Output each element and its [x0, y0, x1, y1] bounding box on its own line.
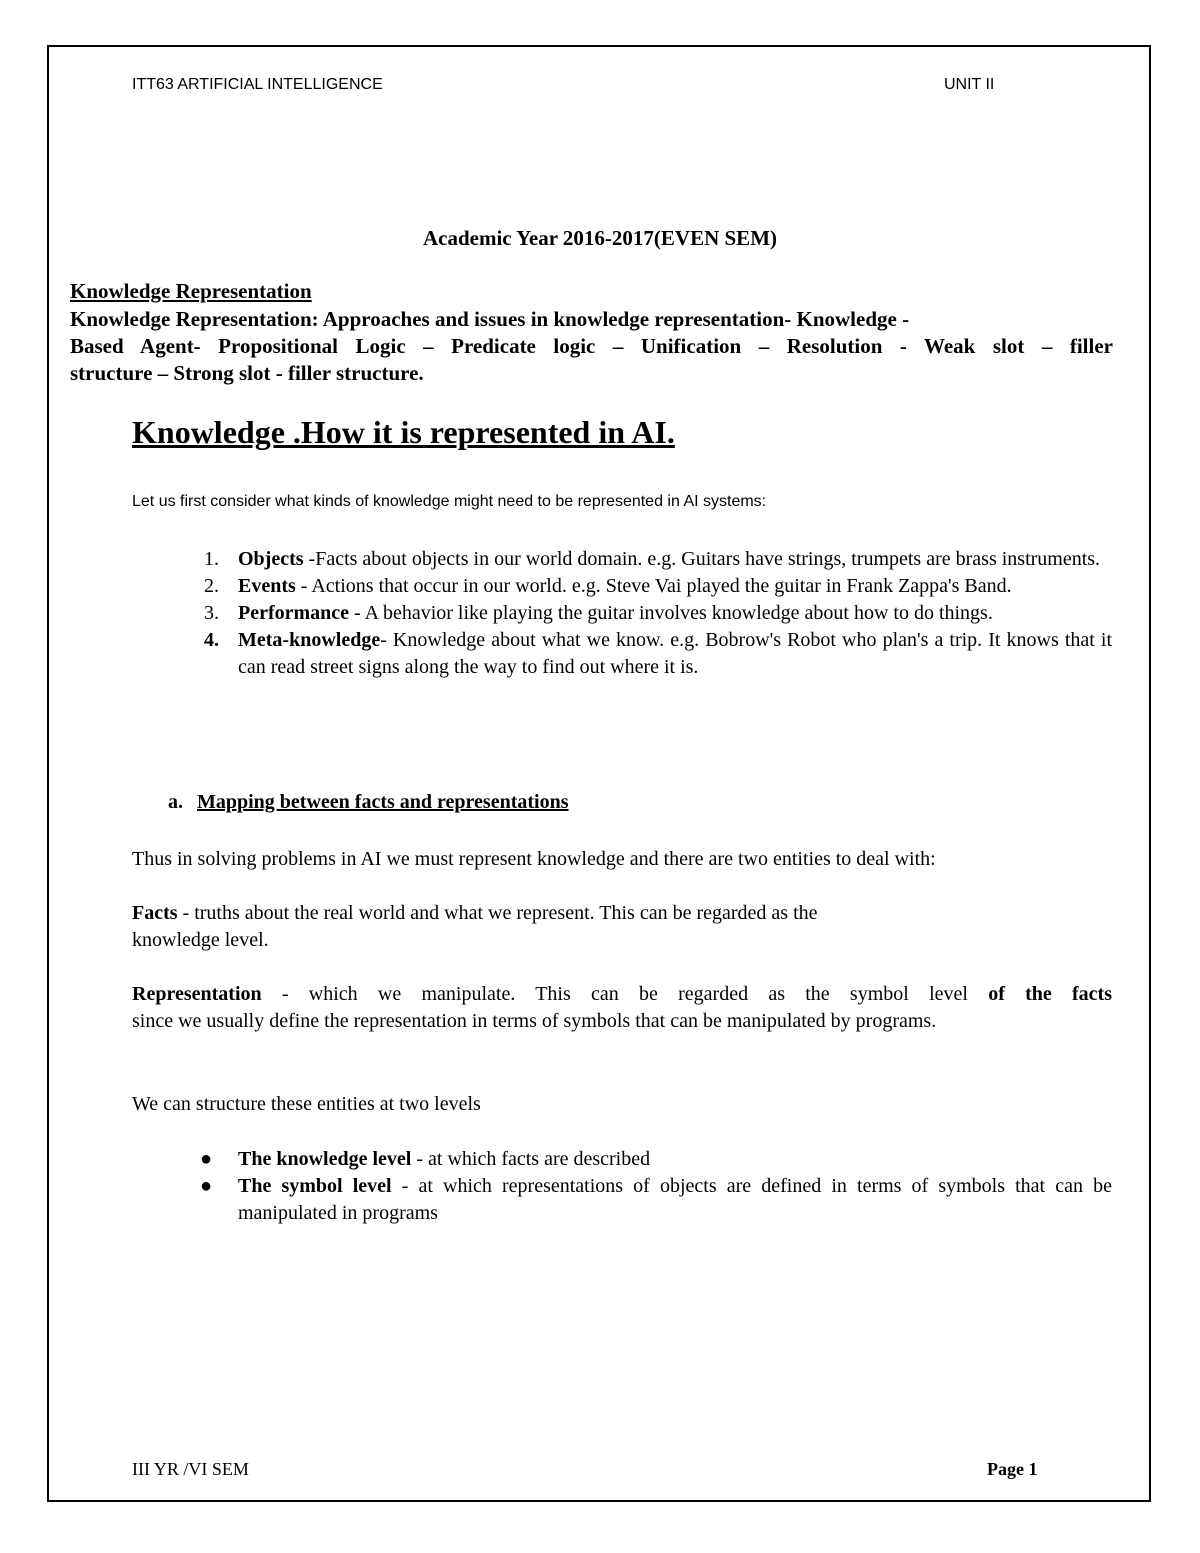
level-term: The knowledge level — [238, 1148, 412, 1170]
list-number: 3. — [204, 602, 219, 624]
unit-description-line-3: structure – Strong slot - filler structure. — [70, 361, 424, 385]
page-border — [47, 45, 1151, 1502]
facts-text-2: knowledge level. — [132, 929, 269, 951]
section-label: a. — [168, 791, 183, 813]
list-item — [204, 600, 1112, 627]
list-item — [200, 1146, 1112, 1173]
section-heading — [168, 791, 568, 814]
list-term: Meta-knowledge — [238, 629, 381, 651]
facts-term: Facts — [132, 902, 178, 924]
footer-semester: III YR /VI SEM — [132, 1459, 249, 1479]
list-number: 2. — [204, 575, 219, 597]
list-number: 4. — [204, 629, 219, 651]
levels-list — [200, 1146, 1112, 1227]
list-term: Events — [238, 575, 296, 597]
facts-text: - truths about the real world and what we represent. This can be regarded as the — [177, 902, 818, 924]
representation-text-1: - which we manipulate. This can be regarded as the symbol level — [261, 983, 989, 1005]
unit-description — [70, 306, 1113, 387]
bullet-icon: ● — [200, 1148, 213, 1170]
footer-page-number: Page 1 — [987, 1459, 1038, 1479]
representation-term: Representation — [132, 983, 262, 1005]
representation-text-2: since we usually define the representation in terms of symbols that can be manipulated by programs. — [132, 1010, 937, 1032]
list-item — [200, 1173, 1112, 1227]
list-item — [204, 627, 1112, 681]
list-item — [204, 573, 1112, 600]
main-heading: Knowledge .How it is represented in AI. — [132, 414, 675, 450]
section-title: Mapping between facts and representations — [197, 791, 569, 813]
entities-paragraph: Thus in solving problems in AI we must represent knowledge and there are two entities to deal with: — [132, 848, 936, 870]
list-term: Performance — [238, 602, 350, 624]
representation-bold: of the facts — [988, 983, 1112, 1005]
unit-description-line-2: Based Agent- Propositional Logic – Predicate logic – Unification – Resolution - Weak slot – filler — [70, 334, 1113, 358]
bullet-icon: ● — [200, 1175, 213, 1197]
unit-title: Knowledge Representation — [70, 279, 312, 303]
list-text: - Knowledge about what we know. e.g. Bobrow's Robot who plan's a trip. It knows that it can read street signs along the way to find out where it is. — [238, 629, 1112, 678]
structure-paragraph: We can structure these entities at two levels — [132, 1093, 481, 1115]
academic-year: Academic Year 2016-2017(EVEN SEM) — [422, 226, 778, 250]
list-text: -Facts about objects in our world domain. e.g. Guitars have strings, trumpets are brass instruments. — [303, 548, 1101, 570]
list-term: Objects — [238, 548, 304, 570]
list-number: 1. — [204, 548, 219, 570]
representation-paragraph — [132, 981, 1112, 1035]
facts-paragraph — [132, 900, 1112, 954]
representation-line-1 — [132, 981, 1112, 1008]
list-item — [204, 546, 1112, 573]
knowledge-types-list — [204, 546, 1112, 681]
header-unit: UNIT II — [944, 76, 995, 93]
level-text: - at which representations of objects are defined in terms of symbols that can be manipulated in programs — [238, 1175, 1112, 1224]
list-text: - Actions that occur in our world. e.g. Steve Vai played the guitar in Frank Zappa's Band. — [295, 575, 1012, 597]
level-term: The symbol level — [238, 1175, 392, 1197]
list-text: - A behavior like playing the guitar involves knowledge about how to do things. — [349, 602, 993, 624]
level-text: - at which facts are described — [411, 1148, 651, 1170]
header-course-title: ITT63 ARTIFICIAL INTELLIGENCE — [132, 76, 383, 93]
intro-text: Let us first consider what kinds of knowledge might need to be represented in AI systems: — [132, 493, 767, 510]
unit-description-line-1: Knowledge Representation: Approaches and issues in knowledge representation- Knowledge - — [70, 307, 910, 331]
